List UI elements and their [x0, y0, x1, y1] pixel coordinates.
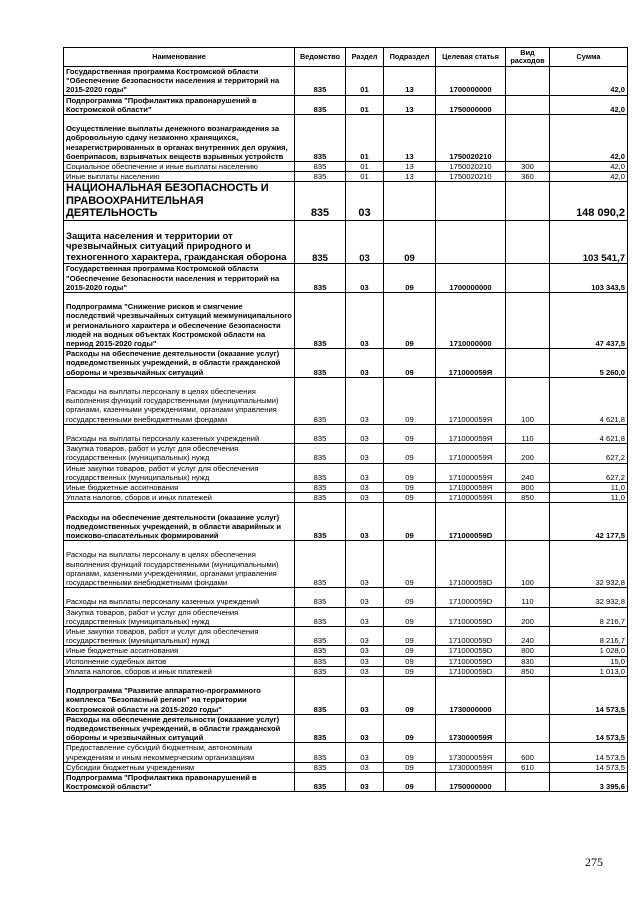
cell-subsection: 09 — [384, 541, 436, 588]
cell-subsection: 13 — [384, 95, 436, 114]
cell-article: 1750000000 — [436, 95, 506, 114]
cell-dept: 835 — [295, 424, 346, 443]
cell-sum: 8 216,7 — [550, 607, 628, 626]
cell-dept: 835 — [295, 743, 346, 762]
cell-section: 03 — [346, 676, 384, 714]
cell-subsection: 13 — [384, 115, 436, 162]
cell-subsection: 09 — [384, 743, 436, 762]
cell-name: Иные бюджетные ассигнования — [64, 646, 295, 656]
cell-type: 600 — [506, 743, 550, 762]
cell-section: 03 — [346, 493, 384, 503]
cell-sum: 42,0 — [550, 67, 628, 96]
cell-name: Исполнение судебных актов — [64, 656, 295, 666]
cell-article: 173000059Я — [436, 743, 506, 762]
cell-section: 03 — [346, 772, 384, 791]
table-header-row — [64, 48, 628, 67]
cell-sum: 47 437,5 — [550, 292, 628, 348]
cell-subsection: 09 — [384, 666, 436, 676]
cell-section: 03 — [346, 656, 384, 666]
cell-sum: 1 013,0 — [550, 666, 628, 676]
cell-sum: 42 177,5 — [550, 503, 628, 541]
cell-subsection: 09 — [384, 292, 436, 348]
table-row — [64, 162, 628, 172]
header-article: Целевая статья — [436, 48, 506, 67]
cell-name: Субсидии бюджетным учреждениям — [64, 762, 295, 772]
cell-article — [436, 182, 506, 221]
cell-article: 171000059D — [436, 541, 506, 588]
cell-sum: 4 621,8 — [550, 424, 628, 443]
cell-subsection: 09 — [384, 676, 436, 714]
cell-dept: 835 — [295, 482, 346, 492]
cell-sum: 14 573,5 — [550, 676, 628, 714]
cell-type: 830 — [506, 656, 550, 666]
cell-type: 850 — [506, 666, 550, 676]
cell-dept: 835 — [295, 762, 346, 772]
cell-section: 03 — [346, 666, 384, 676]
cell-dept: 835 — [295, 666, 346, 676]
cell-article: 171000059D — [436, 666, 506, 676]
table-row — [64, 743, 628, 762]
cell-section: 03 — [346, 444, 384, 463]
table-body — [64, 67, 628, 792]
table-row — [64, 588, 628, 607]
table-row — [64, 220, 628, 263]
header-sum: Сумма — [550, 48, 628, 67]
cell-type — [506, 503, 550, 541]
cell-type — [506, 115, 550, 162]
table-row — [64, 482, 628, 492]
cell-section: 03 — [346, 714, 384, 743]
cell-article: 171000059D — [436, 656, 506, 666]
cell-name: Расходы на выплаты персоналу казенных учреждений — [64, 424, 295, 443]
cell-dept: 835 — [295, 377, 346, 424]
cell-article: 171000059Я — [436, 424, 506, 443]
cell-section: 01 — [346, 115, 384, 162]
cell-sum: 627,2 — [550, 463, 628, 482]
cell-sum: 5 260,0 — [550, 349, 628, 378]
table-row — [64, 292, 628, 348]
cell-name: Закупка товаров, работ и услуг для обеспечения государственных (муниципальных) нужд — [64, 607, 295, 626]
cell-section: 03 — [346, 264, 384, 293]
cell-section: 03 — [346, 541, 384, 588]
cell-dept: 835 — [295, 503, 346, 541]
cell-article: 171000059D — [436, 588, 506, 607]
cell-name: Иные бюджетные ассигнования — [64, 482, 295, 492]
cell-sum: 3 395,6 — [550, 772, 628, 791]
table-row — [64, 607, 628, 626]
cell-section: 01 — [346, 95, 384, 114]
table-row — [64, 264, 628, 293]
cell-sum: 4 621,8 — [550, 377, 628, 424]
page-number: 275 — [585, 855, 603, 869]
cell-article: 171000059D — [436, 626, 506, 645]
cell-type: 110 — [506, 588, 550, 607]
cell-dept: 835 — [295, 676, 346, 714]
cell-article: 1700000000 — [436, 264, 506, 293]
cell-dept: 835 — [295, 656, 346, 666]
cell-section: 03 — [346, 349, 384, 378]
cell-sum: 14 573,5 — [550, 743, 628, 762]
table-row — [64, 676, 628, 714]
cell-dept: 835 — [295, 182, 346, 221]
cell-article: 1700000000 — [436, 67, 506, 96]
cell-type — [506, 95, 550, 114]
cell-name: Иные закупки товаров, работ и услуг для обеспечения государственных (муниципальных) нужд — [64, 463, 295, 482]
cell-dept: 835 — [295, 264, 346, 293]
budget-table-sheet — [63, 47, 628, 792]
cell-sum: 11,0 — [550, 482, 628, 492]
cell-type — [506, 220, 550, 263]
cell-section: 03 — [346, 607, 384, 626]
cell-subsection: 09 — [384, 607, 436, 626]
cell-dept: 835 — [295, 541, 346, 588]
cell-section: 01 — [346, 172, 384, 182]
cell-name: Уплата налогов, сборов и иных платежей — [64, 666, 295, 676]
cell-type: 360 — [506, 172, 550, 182]
cell-name: Предоставление субсидий бюджетным, автономным учреждениям и иным некоммерческим организациям — [64, 743, 295, 762]
table-row — [64, 463, 628, 482]
cell-section: 03 — [346, 463, 384, 482]
cell-type — [506, 772, 550, 791]
cell-sum: 627,2 — [550, 444, 628, 463]
cell-subsection: 09 — [384, 588, 436, 607]
cell-section: 03 — [346, 646, 384, 656]
cell-subsection: 09 — [384, 264, 436, 293]
cell-type: 240 — [506, 463, 550, 482]
cell-section: 01 — [346, 67, 384, 96]
cell-article: 171000059D — [436, 607, 506, 626]
cell-section: 03 — [346, 377, 384, 424]
cell-subsection — [384, 182, 436, 221]
cell-dept: 835 — [295, 115, 346, 162]
table-row — [64, 656, 628, 666]
table-row — [64, 646, 628, 656]
cell-sum: 42,0 — [550, 95, 628, 114]
cell-name: Подпрограмма "Профилактика правонарушений в Костромской области" — [64, 772, 295, 791]
header-type: Вид расходов — [506, 48, 550, 67]
cell-name: Закупка товаров, работ и услуг для обеспечения государственных (муниципальных) нужд — [64, 444, 295, 463]
cell-article: 171000059Я — [436, 444, 506, 463]
cell-article: 171000059D — [436, 503, 506, 541]
cell-article: 1750000000 — [436, 772, 506, 791]
cell-name: Иные закупки товаров, работ и услуг для обеспечения государственных (муниципальных) нужд — [64, 626, 295, 645]
cell-section: 01 — [346, 162, 384, 172]
cell-dept: 835 — [295, 772, 346, 791]
table-row — [64, 377, 628, 424]
cell-sum: 14 573,5 — [550, 762, 628, 772]
cell-dept: 835 — [295, 172, 346, 182]
cell-type: 240 — [506, 626, 550, 645]
cell-name: Подпрограмма "Профилактика правонарушений в Костромской области" — [64, 95, 295, 114]
table-row — [64, 182, 628, 221]
cell-name: Расходы на выплаты персоналу в целях обеспечения выполнения функций государственными (муниципальными) органами, казенными учреждениями, органами управления государственными внебюджетными фондами — [64, 541, 295, 588]
cell-article: 173000059Я — [436, 714, 506, 743]
table-row — [64, 626, 628, 645]
cell-section: 03 — [346, 626, 384, 645]
cell-sum: 14 573,5 — [550, 714, 628, 743]
cell-name: Расходы на выплаты персоналу в целях обеспечения выполнения функций государственными (муниципальными) органами, казенными учреждениями, органами управления государственными внебюджетными фондами — [64, 377, 295, 424]
cell-section: 03 — [346, 743, 384, 762]
table-row — [64, 172, 628, 182]
table-row — [64, 67, 628, 96]
cell-type: 800 — [506, 482, 550, 492]
cell-article: 1750020210 — [436, 162, 506, 172]
cell-section: 03 — [346, 182, 384, 221]
table-row — [64, 666, 628, 676]
cell-sum: 32 932,8 — [550, 541, 628, 588]
cell-article — [436, 220, 506, 263]
cell-sum: 8 216,7 — [550, 626, 628, 645]
cell-subsection: 13 — [384, 162, 436, 172]
cell-sum: 42,0 — [550, 162, 628, 172]
cell-name: Защита населения и территории от чрезвычайных ситуаций природного и техногенного характера, гражданская оборона — [64, 220, 295, 263]
cell-type — [506, 714, 550, 743]
table-row — [64, 503, 628, 541]
cell-type — [506, 292, 550, 348]
cell-section: 03 — [346, 220, 384, 263]
cell-subsection: 09 — [384, 656, 436, 666]
cell-sum: 1 028,0 — [550, 646, 628, 656]
cell-section: 03 — [346, 292, 384, 348]
cell-article: 171000059Я — [436, 493, 506, 503]
cell-sum: 32 932,8 — [550, 588, 628, 607]
cell-name: Осуществление выплаты денежного вознаграждения за добровольную сдачу незаконно хранящихся, незарегистрированных в органах внутренних дел оружия, боеприпасов, взрывчатых веществ взрывных устройств — [64, 115, 295, 162]
cell-type: 100 — [506, 541, 550, 588]
cell-type — [506, 349, 550, 378]
cell-name: Расходы на выплаты персоналу казенных учреждений — [64, 588, 295, 607]
cell-dept: 835 — [295, 349, 346, 378]
cell-type: 110 — [506, 424, 550, 443]
cell-dept: 835 — [295, 67, 346, 96]
cell-subsection: 09 — [384, 762, 436, 772]
cell-article: 1750020210 — [436, 172, 506, 182]
cell-name: Расходы на обеспечение деятельности (оказание услуг) подведомственных учреждений, в области гражданской обороны и чрезвычайных ситуаций — [64, 349, 295, 378]
cell-type: 610 — [506, 762, 550, 772]
table-row — [64, 762, 628, 772]
cell-article: 173000059Я — [436, 762, 506, 772]
cell-type — [506, 182, 550, 221]
cell-dept: 835 — [295, 162, 346, 172]
cell-section: 03 — [346, 424, 384, 443]
cell-sum: 42,0 — [550, 172, 628, 182]
cell-dept: 835 — [295, 292, 346, 348]
table-row — [64, 444, 628, 463]
cell-type — [506, 67, 550, 96]
cell-dept: 835 — [295, 714, 346, 743]
cell-subsection: 13 — [384, 67, 436, 96]
table-row — [64, 349, 628, 378]
cell-sum: 42,0 — [550, 115, 628, 162]
cell-subsection: 09 — [384, 646, 436, 656]
table-row — [64, 424, 628, 443]
cell-type — [506, 676, 550, 714]
table-row — [64, 115, 628, 162]
cell-subsection: 09 — [384, 772, 436, 791]
cell-section: 03 — [346, 762, 384, 772]
header-dept: Ведомство — [295, 48, 346, 67]
cell-sum: 103 343,5 — [550, 264, 628, 293]
cell-dept: 835 — [295, 626, 346, 645]
cell-section: 03 — [346, 482, 384, 492]
cell-subsection: 09 — [384, 503, 436, 541]
cell-article: 1750020210 — [436, 115, 506, 162]
cell-subsection: 09 — [384, 220, 436, 263]
cell-subsection: 09 — [384, 463, 436, 482]
cell-name: Уплата налогов, сборов и иных платежей — [64, 493, 295, 503]
cell-sum: 15,0 — [550, 656, 628, 666]
header-name: Наименование — [64, 48, 295, 67]
cell-subsection: 09 — [384, 626, 436, 645]
cell-article: 171000059Я — [436, 482, 506, 492]
cell-sum: 11,0 — [550, 493, 628, 503]
cell-dept: 835 — [295, 493, 346, 503]
cell-subsection: 09 — [384, 349, 436, 378]
cell-type: 200 — [506, 607, 550, 626]
cell-article: 1710000000 — [436, 292, 506, 348]
cell-subsection: 09 — [384, 424, 436, 443]
header-section: Раздел — [346, 48, 384, 67]
cell-name: Иные выплаты населению — [64, 172, 295, 182]
cell-type — [506, 264, 550, 293]
cell-name: Социальное обеспечение и иные выплаты населению — [64, 162, 295, 172]
cell-subsection: 09 — [384, 493, 436, 503]
cell-dept: 835 — [295, 220, 346, 263]
cell-type: 100 — [506, 377, 550, 424]
cell-name: Расходы на обеспечение деятельности (оказание услуг) подведомственных учреждений, в области аварийных и поисково-спасательных формирований — [64, 503, 295, 541]
budget-table — [63, 47, 628, 792]
cell-dept: 835 — [295, 607, 346, 626]
cell-section: 03 — [346, 588, 384, 607]
cell-type: 300 — [506, 162, 550, 172]
cell-type: 200 — [506, 444, 550, 463]
cell-subsection: 09 — [384, 482, 436, 492]
cell-dept: 835 — [295, 444, 346, 463]
table-row — [64, 541, 628, 588]
cell-name: Государственная программа Костромской области "Обеспечение безопасности населения и территорий на 2015-2020 годы" — [64, 67, 295, 96]
cell-subsection: 09 — [384, 377, 436, 424]
cell-sum: 148 090,2 — [550, 182, 628, 221]
cell-subsection: 09 — [384, 714, 436, 743]
table-row — [64, 493, 628, 503]
cell-sum: 103 541,7 — [550, 220, 628, 263]
cell-type: 800 — [506, 646, 550, 656]
table-row — [64, 714, 628, 743]
cell-dept: 835 — [295, 646, 346, 656]
table-row — [64, 95, 628, 114]
cell-article: 1730000000 — [436, 676, 506, 714]
cell-subsection: 13 — [384, 172, 436, 182]
cell-article: 171000059D — [436, 646, 506, 656]
cell-dept: 835 — [295, 463, 346, 482]
cell-name: Подпрограмма "Снижение рисков и смягчение последствий чрезвычайных ситуаций межмуниципального и регионального характера и обеспечение безопасности людей на водных объектах Костромской области на период 2015-2020 годы" — [64, 292, 295, 348]
header-subsection: Подраздел — [384, 48, 436, 67]
table-row — [64, 772, 628, 791]
cell-article: 171000059Я — [436, 377, 506, 424]
cell-section: 03 — [346, 503, 384, 541]
cell-dept: 835 — [295, 95, 346, 114]
cell-name: Государственная программа Костромской области "Обеспечение безопасности населения и территорий на 2015-2020 годы" — [64, 264, 295, 293]
cell-name: Расходы на обеспечение деятельности (оказание услуг) подведомственных учреждений, в области гражданской обороны и чрезвычайных ситуаций — [64, 714, 295, 743]
cell-name: Подпрограмма "Развитие аппаратно-программного комплекса "Безопасный регион" на территории Костромской области на 2015-2020 годы" — [64, 676, 295, 714]
cell-article: 171000059Я — [436, 349, 506, 378]
cell-name: НАЦИОНАЛЬНАЯ БЕЗОПАСНОСТЬ И ПРАВООХРАНИТЕЛЬНАЯ ДЕЯТЕЛЬНОСТЬ — [64, 182, 295, 221]
cell-subsection: 09 — [384, 444, 436, 463]
cell-article: 171000059Я — [436, 463, 506, 482]
cell-dept: 835 — [295, 588, 346, 607]
cell-type: 850 — [506, 493, 550, 503]
